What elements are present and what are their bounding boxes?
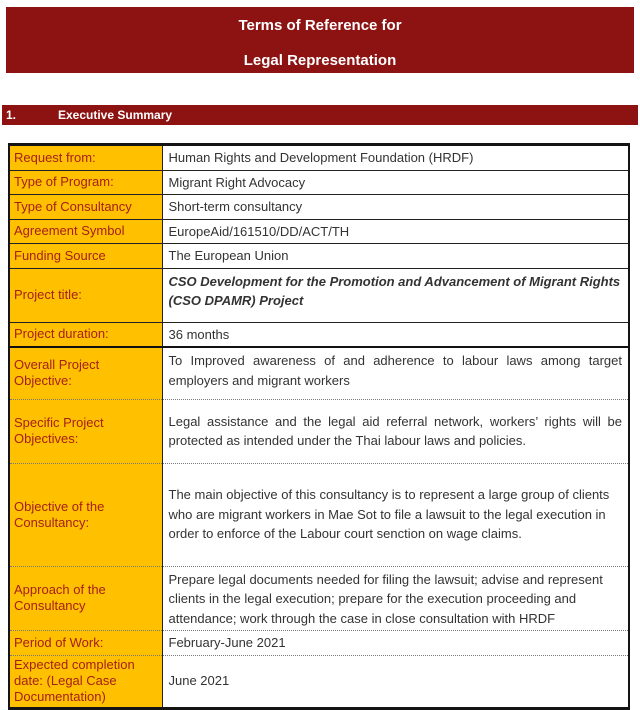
row-label: Agreement Symbol [9,219,162,244]
row-value-text: To Improved awareness of and adherence to labour laws among target employers and migrant workers [168,353,622,388]
table-row [9,347,629,399]
row-value [162,219,629,244]
row-label: Project duration: [9,322,162,347]
row-value [162,170,629,195]
table-row [9,219,629,244]
executive-summary-table-body [9,145,629,709]
row-value-text: February-June 2021 [168,635,286,650]
section-number: 1. [6,108,17,122]
section-heading-bar [2,105,638,125]
table-row [9,322,629,347]
row-value-text: Human Rights and Development Foundation (HRDF) [168,150,474,165]
row-value [162,655,629,708]
row-label: Objective of the Consultancy: [9,463,162,566]
row-value-text: The European Union [168,248,289,263]
row-value [162,347,629,399]
table-row [9,631,629,656]
row-value-text: June 2021 [168,673,230,689]
row-label: Request from: [9,145,162,171]
document-title-line-1: Terms of Reference for [238,17,402,34]
row-value [162,631,629,656]
row-label: Type of Consultancy [9,195,162,220]
row-value [162,399,629,463]
table-row [9,399,629,463]
row-value [162,566,629,631]
row-value-text: EuropeAid/161510/DD/ACT/TH [168,223,350,239]
row-label: Project title: [9,268,162,322]
section-title: Executive Summary [58,108,173,122]
table-row [9,170,629,195]
document-title-line-2: Legal Representation [243,52,397,69]
row-label: Specific Project Objectives: [9,399,162,463]
row-value [162,244,629,269]
row-label: Expected completion date: (Legal Case Documentation) [9,655,162,708]
row-value [162,463,629,566]
executive-summary-table [8,143,630,710]
row-value-text: Short-term consultancy [168,199,303,214]
row-value-text: Migrant Right Advocacy [168,174,306,190]
table-row [9,268,629,322]
document-page [0,7,640,710]
table-row [9,195,629,220]
row-value [162,195,629,220]
row-value-text: 36 months [168,326,230,342]
row-value-text: The main objective of this consultancy is to represent a large group of clients who are migrant workers in Mae Sot to file a lawsuit to the legal execution in order to enforce of the Labour court senction on wage claims. [168,487,610,542]
row-value-text: Legal assistance and the legal aid referral network, workers’ rights will be protected as intended under the Thai labour laws and policies. [168,413,622,448]
table-row [9,566,629,631]
row-value [162,268,629,322]
row-label: Type of Program: [9,170,162,195]
row-label: Period of Work: [9,631,162,656]
document-title-banner [6,7,634,73]
row-label: Overall Project Objective: [9,347,162,399]
table-row [9,145,629,171]
row-value [162,145,629,171]
table-row [9,244,629,269]
table-row [9,655,629,708]
row-value [162,322,629,347]
row-label: Approach of the Consultancy [9,566,162,631]
row-label: Funding Source [9,244,162,269]
row-value-text: CSO Development for the Promotion and Advancement of Migrant Rights (CSO DPAMR) Project [168,273,621,308]
row-value-text: Prepare legal documents needed for filing the lawsuit; advise and represent clients in the legal execution; prepare for the execution proceeding and attendance; work through the case in close consultation with HRDF [168,571,603,626]
table-row [9,463,629,566]
